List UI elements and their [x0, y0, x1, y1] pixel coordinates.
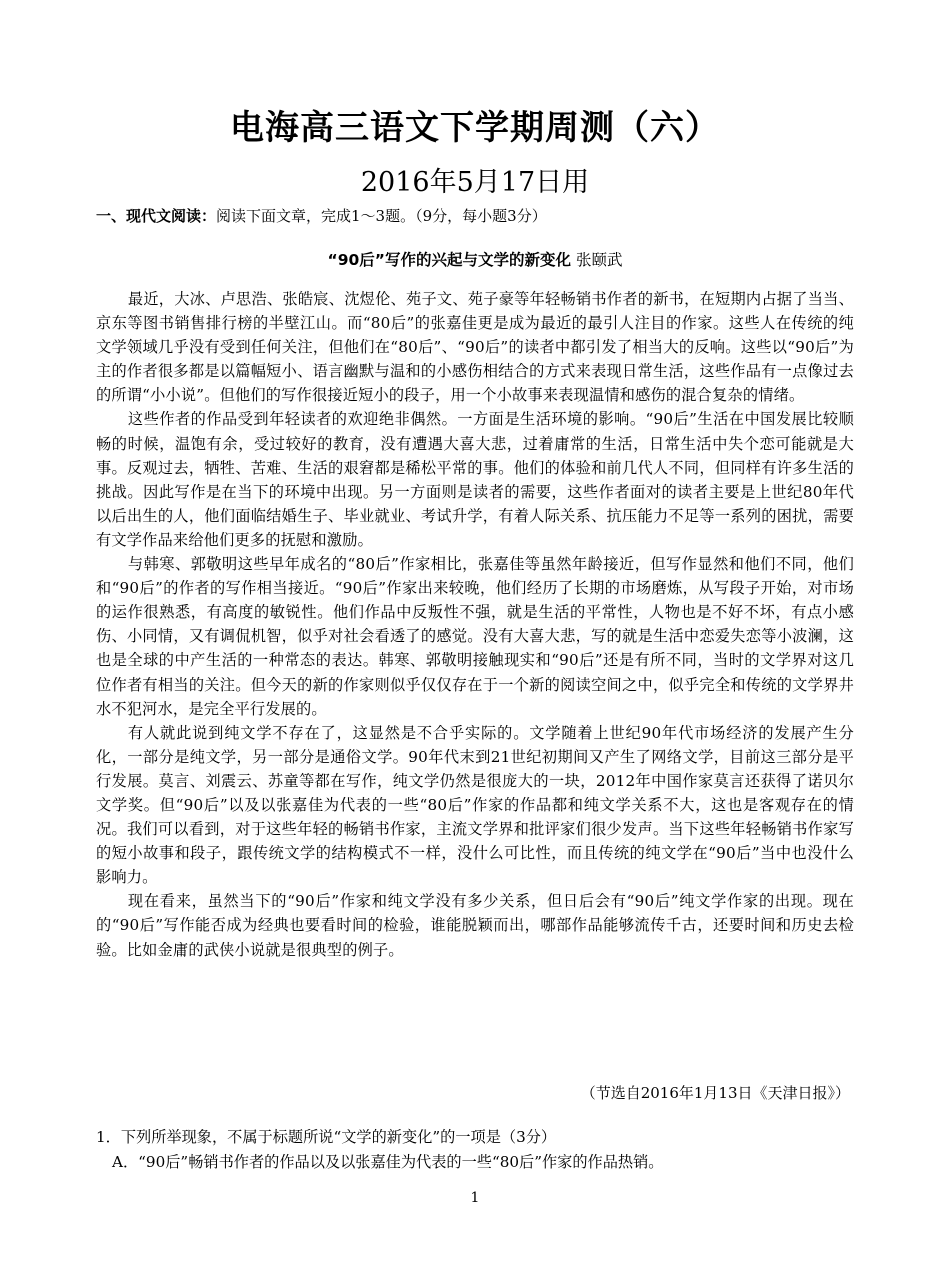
article-paragraph: 与韩寒、郭敬明这些早年成名的“80后”作家相比，张嘉佳等虽然年龄接近，但写作显然和他们不同，他们和“90后”的作者的写作相当接近。“90后”作家出来较晚，他们经历了长期的市场磨炼，从写段子开始，对市场的运作很熟悉，有高度的敏锐性。他们作品中反叛性不强，就是生活的平常性，人物也是不好不坏，有点小感伤、小同情，又有调侃机智，似乎对社会看透了的感觉。没有大喜大悲，写的就是生活中恋爱失恋等小波澜，这也是全球的中产生活的一种常态的表达。韩寒、郭敬明接触现实和“90后”还是有所不同，当时的文学界对这几位作者有相当的关注。但今天的新的作家则似乎仅仅存在于一个新的阅读空间之中，似乎完全和传统的文学界井水不犯河水，是完全平行发展的。 [96, 555, 854, 718]
article-paragraph: 这些作者的作品受到年轻读者的欢迎绝非偶然。一方面是生活环境的影响。“90后”生活在中国发展比较顺畅的时候，温饱有余，受过较好的教育，没有遭遇大喜大悲，过着庸常的生活，日常生活中失个恋可能就是大事。反观过去，牺牲、苦难、生活的艰窘都是稀松平常的事。他们的体验和前几代人不同，但同样有许多生活的挑战。因此写作是在当下的环境中出现。另一方面则是读者的需要，这些作者面对的读者主要是上世纪80年代以后出生的人，他们面临结婚生子、毕业就业、考试升学，有着人际关系、抗压能力不足等一系列的困扰，需要有文学作品来给他们更多的抚慰和激励。 [96, 410, 854, 549]
exam-date: 2016年5月17日用 [360, 167, 590, 198]
question-stem: 1．下列所举现象，不属于标题所说“文学的新变化”的一项是（3分） [96, 1128, 557, 1146]
question-option-a: A．“90后”畅销书作者的作品以及以张嘉佳为代表的一些“80后”作家的作品热销。 [112, 1153, 664, 1171]
article-source: （节选自2016年1月13日《天津日报》） [580, 1084, 850, 1102]
document-title: 电海高三语文下学期周测（六） [230, 108, 720, 148]
article-heading [0, 248, 950, 270]
article-paragraph: 有人就此说到纯文学不存在了，这显然是不合乎实际的。文学随着上世纪90年代市场经济的发展产生分化，一部分是纯文学，另一部分是通俗文学。90年代末到21世纪初期间又产生了网络文学，目前这三部分是平行发展。莫言、刘震云、苏童等都在写作，纯文学仍然是很庞大的一块，2012年中国作家莫言还获得了诺贝尔文学奖。但“90后”以及以张嘉佳为代表的一些“80后”作家的作品都和纯文学关系不大，这也是客观存在的情况。我们可以看到，对于这些年轻的畅销书作家，主流文学界和批评家们很少发声。当下这些年轻畅销书作家写的短小故事和段子，跟传统文学的结构模式不一样，没什么可比性，而且传统的纯文学在“90后”当中也没什么影响力。 [96, 723, 854, 887]
article-title: “90后”写作的兴起与文学的新变化 [327, 251, 571, 269]
article-author: 张颐武 [575, 251, 623, 269]
article-paragraph: 最近，大冰、卢思浩、张皓宸、沈煜伦、苑子文、苑子豪等年轻畅销书作者的新书，在短期内占据了当当、京东等图书销售排行榜的半壁江山。而“80后”的张嘉佳更是成为最近的最引人注目的作家。这些人在传统的纯文学领域几乎没有受到任何关注，但他们在“80后”、“90后”的读者中都引发了相当大的反响。这些以“90后”为主的作者很多都是以篇幅短小、语言幽默与温和的小感伤相结合的方式来表现日常生活，这些作品有一点像过去的所谓“小小说”。但他们的写作很接近短小的段子，用一个小故事来表现温情和感伤的混合复杂的情绪。 [96, 290, 854, 405]
section-heading [96, 205, 547, 226]
section-label: 一、现代文阅读： [96, 207, 217, 225]
article-paragraph: 现在看来，虽然当下的“90后”作家和纯文学没有多少关系，但日后会有“90后”纯文学作家的出现。现在的“90后”写作能否成为经典也要看时间的检验，谁能脱颖而出，哪部作品能够流传千古，还要时间和历史去检验。比如金庸的武侠小说就是很典型的例子。 [96, 892, 854, 959]
section-instruction: 阅读下面文章，完成1～3题。（9分，每小题3分） [216, 207, 547, 225]
page-number: 1 [470, 1190, 480, 1206]
article-body [96, 287, 854, 962]
